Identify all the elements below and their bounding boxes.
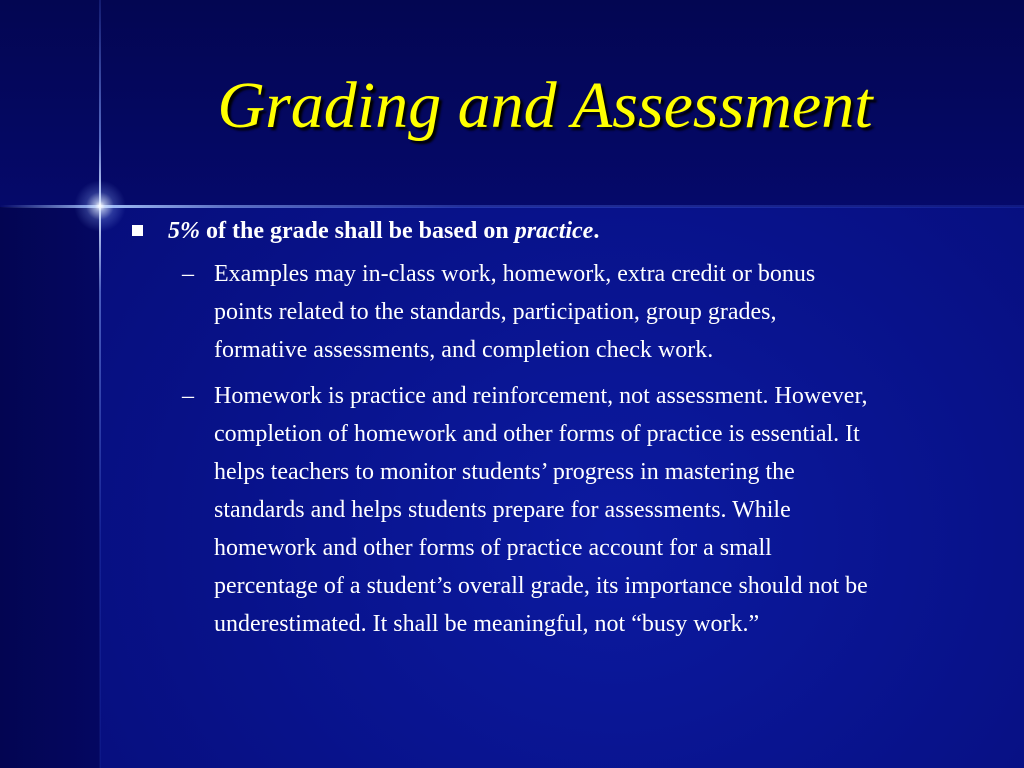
sub-bullet-list xyxy=(130,255,960,643)
bullet-italic-word: practice xyxy=(514,218,594,244)
slide-body xyxy=(130,212,960,651)
dash-marker: – xyxy=(182,383,194,409)
left-band xyxy=(0,207,100,768)
sub-bullet-item xyxy=(130,377,874,643)
sparkle-glow-icon xyxy=(74,180,126,232)
dash-marker: – xyxy=(182,261,194,287)
square-bullet-icon xyxy=(132,225,143,236)
sub-bullet-item xyxy=(130,255,874,369)
sub-bullet-text: Homework is practice and reinforcement, not assessment. However, completion of homework and other forms of practice is essential. It helps teachers to monitor students’ progress in mastering the standards and helps students prepare for assessments. While homework and other forms of practice account for a small percentage of a student’s overall grade, its importance should not be underestimated. It shall be meaningful, not “busy work.” xyxy=(214,383,868,637)
main-bullet xyxy=(130,212,960,250)
sub-bullet-text: Examples may in-class work, homework, extra credit or bonus points related to the standards, participation, group grades, formative assessments, and completion check work. xyxy=(214,261,816,363)
horizontal-accent-line xyxy=(0,205,1024,208)
bullet-emphasis: 5% xyxy=(168,218,200,244)
bullet-text: of the grade shall be based on xyxy=(200,218,515,244)
slide-title: Grading and Assessment xyxy=(217,69,873,142)
bullet-end: . xyxy=(593,218,600,244)
